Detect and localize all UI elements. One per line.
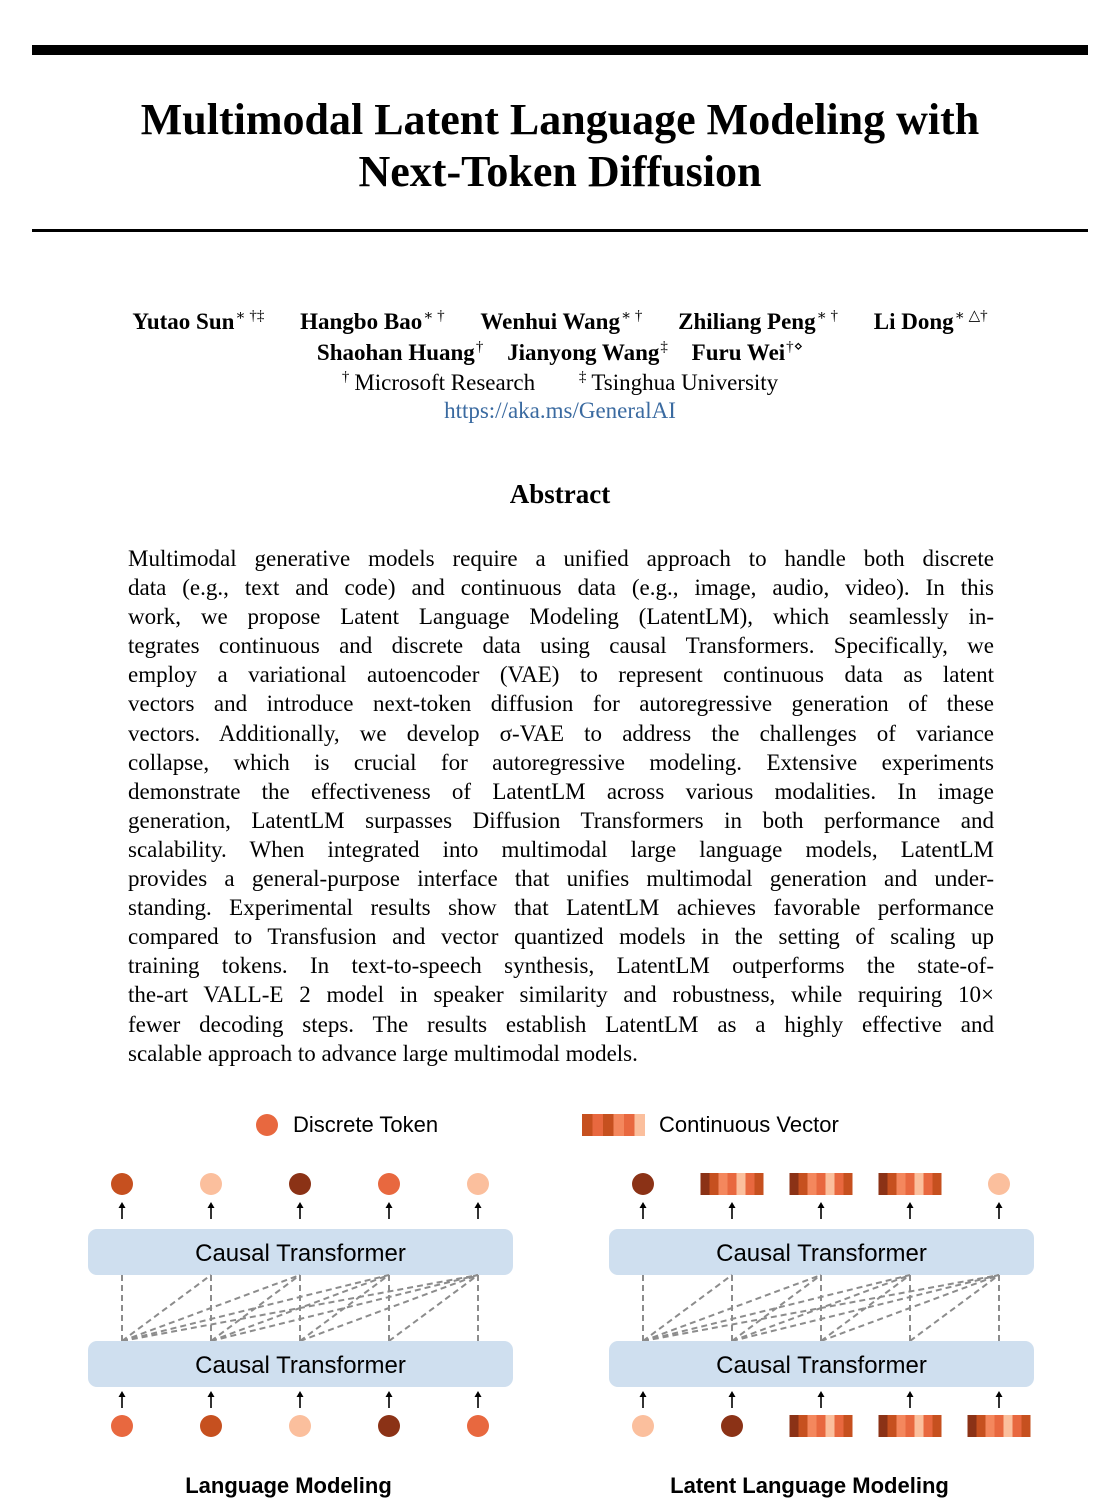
abstract-line: compared to Transfusion and vector quantized models in the setting of scaling up bbox=[128, 924, 994, 950]
author bbox=[507, 337, 668, 368]
author bbox=[874, 306, 988, 337]
causal-attention-line bbox=[122, 1275, 478, 1341]
vector-cell bbox=[968, 1415, 977, 1437]
vector-cell bbox=[826, 1173, 835, 1195]
author-marks: ∗ † bbox=[620, 308, 643, 324]
vector-cell bbox=[728, 1173, 737, 1195]
author bbox=[678, 306, 838, 337]
up-arrow-icon bbox=[475, 1391, 482, 1408]
vector-cell bbox=[1004, 1415, 1013, 1437]
causal-attention-line bbox=[389, 1275, 478, 1341]
vector-cell bbox=[995, 1415, 1004, 1437]
right-output-discrete-token bbox=[988, 1173, 1010, 1195]
vector-cell bbox=[582, 1114, 593, 1136]
causal-attention-line bbox=[910, 1275, 999, 1341]
vector-cell bbox=[906, 1173, 915, 1195]
vector-cell bbox=[799, 1415, 808, 1437]
vector-cell bbox=[746, 1173, 755, 1195]
author-marks: ∗ † bbox=[816, 308, 839, 324]
right-input-discrete-token bbox=[721, 1415, 743, 1437]
up-arrow-icon bbox=[208, 1202, 215, 1219]
abstract-line: employ a variational autoencoder (VAE) to represent continuous data as latent bbox=[128, 662, 994, 688]
vector-cell bbox=[603, 1114, 614, 1136]
right-input-continuous-vector bbox=[968, 1415, 1031, 1437]
abstract-line: training tokens. In text-to-speech synthesis, LatentLM outperforms the state-of- bbox=[128, 953, 994, 979]
up-arrow-icon bbox=[818, 1202, 825, 1219]
up-arrow-icon bbox=[386, 1391, 393, 1408]
up-arrow-icon bbox=[907, 1202, 914, 1219]
vector-cell bbox=[614, 1114, 625, 1136]
author-name: Zhiliang Peng bbox=[678, 309, 816, 334]
abstract-heading: Abstract bbox=[509, 479, 611, 509]
author bbox=[317, 337, 483, 368]
right-output-continuous-vector bbox=[879, 1173, 942, 1195]
vector-cell bbox=[799, 1173, 808, 1195]
abstract-line: standing. Experimental results show that LatentLM achieves favorable performance bbox=[128, 895, 994, 921]
abstract-line: Multimodal generative models require a unified approach to handle both discrete bbox=[128, 546, 994, 571]
legend-continuous-label: Continuous Vector bbox=[659, 1112, 839, 1137]
right-causal-transformer-upper-label: Causal Transformer bbox=[716, 1240, 927, 1267]
up-arrow-icon bbox=[119, 1202, 126, 1219]
author-name: Shaohan Huang bbox=[316, 340, 475, 365]
paper-title bbox=[32, 94, 1088, 198]
abstract-line: data (e.g., text and code) and continuous data (e.g., image, audio, video). In this bbox=[128, 575, 994, 601]
left-input-discrete-token bbox=[111, 1415, 133, 1437]
vector-cell bbox=[737, 1173, 746, 1195]
vector-cell bbox=[986, 1415, 995, 1437]
up-arrow-icon bbox=[818, 1391, 825, 1408]
left-input-discrete-token bbox=[467, 1415, 489, 1437]
up-arrow-icon bbox=[907, 1391, 914, 1408]
causal-attention-line bbox=[211, 1275, 300, 1341]
author-marks: ∗ †‡ bbox=[235, 308, 265, 324]
affiliation-name: Tsinghua University bbox=[591, 370, 779, 395]
affiliation-name: Microsoft Research bbox=[354, 370, 536, 395]
vector-cell bbox=[835, 1415, 844, 1437]
project-link[interactable]: https://aka.ms/GeneralAI bbox=[444, 398, 676, 423]
vector-cell bbox=[924, 1415, 933, 1437]
vector-cell bbox=[817, 1415, 826, 1437]
vector-cell bbox=[790, 1415, 799, 1437]
up-arrow-icon bbox=[297, 1391, 304, 1408]
author bbox=[692, 337, 803, 368]
right-input-discrete-token bbox=[632, 1415, 654, 1437]
right-attention-lines bbox=[643, 1275, 999, 1341]
author-marks: † bbox=[475, 339, 484, 355]
author-name: Jianyong Wang bbox=[507, 340, 660, 365]
author-marks: †⋄ bbox=[786, 339, 804, 355]
left-causal-transformer-lower-label: Causal Transformer bbox=[195, 1352, 406, 1379]
right-output-continuous-vector bbox=[701, 1173, 764, 1195]
abstract-line: the-art VALL-E 2 model in speaker similarity and robustness, while requiring 10× bbox=[128, 982, 994, 1008]
vector-cell bbox=[977, 1415, 986, 1437]
left-input-discrete-token bbox=[289, 1415, 311, 1437]
left-output-discrete-token bbox=[200, 1173, 222, 1195]
right-input-continuous-vector bbox=[879, 1415, 942, 1437]
abstract-line: provides a general-purpose interface that unifies multimodal generation and under- bbox=[128, 866, 994, 892]
vector-cell bbox=[879, 1173, 888, 1195]
author-row-2 bbox=[32, 337, 1088, 368]
up-arrow-icon bbox=[996, 1202, 1003, 1219]
right-output-discrete-token bbox=[632, 1173, 654, 1195]
up-arrow-icon bbox=[119, 1391, 126, 1408]
up-arrow-icon bbox=[640, 1391, 647, 1408]
author bbox=[300, 306, 445, 337]
causal-attention-line bbox=[732, 1275, 821, 1341]
up-arrow-icon bbox=[386, 1202, 393, 1219]
author bbox=[132, 306, 264, 337]
abstract-line: work, we propose Latent Language Modeling (LatentLM), which seamlessly in- bbox=[128, 604, 994, 630]
title-line-1: Multimodal Latent Language Modeling with bbox=[140, 95, 980, 144]
vector-cell bbox=[879, 1415, 888, 1437]
vector-cell bbox=[593, 1114, 604, 1136]
left-input-discrete-token bbox=[378, 1415, 400, 1437]
vector-cell bbox=[817, 1173, 826, 1195]
up-arrow-icon bbox=[729, 1202, 736, 1219]
up-arrow-icon bbox=[729, 1391, 736, 1408]
title-line-2: Next-Token Diffusion bbox=[358, 147, 762, 196]
author-name: Furu Wei bbox=[691, 340, 786, 365]
causal-attention-line bbox=[821, 1275, 910, 1341]
abstract-line: scalability. When integrated into multimodal large language models, LatentLM bbox=[128, 836, 994, 862]
abstract-line: scalable approach to advance large multimodal models. bbox=[128, 1040, 638, 1066]
vector-cell bbox=[844, 1173, 853, 1195]
top-rule bbox=[32, 45, 1088, 55]
author-name: Wenhui Wang bbox=[480, 309, 620, 334]
vector-cell bbox=[808, 1173, 817, 1195]
author-name: Hangbo Bao bbox=[300, 309, 423, 334]
architecture-figure bbox=[0, 1090, 1106, 1508]
vector-cell bbox=[924, 1173, 933, 1195]
up-arrow-icon bbox=[996, 1391, 1003, 1408]
author-name: Li Dong bbox=[873, 309, 954, 334]
causal-attention-line bbox=[643, 1275, 732, 1341]
vector-cell bbox=[701, 1173, 710, 1195]
vector-cell bbox=[1013, 1415, 1022, 1437]
author-marks: ∗ △† bbox=[954, 308, 988, 324]
left-output-discrete-token bbox=[289, 1173, 311, 1195]
affiliation bbox=[579, 369, 778, 397]
vector-cell bbox=[915, 1173, 924, 1195]
vector-cell bbox=[888, 1173, 897, 1195]
left-attention-lines bbox=[122, 1275, 478, 1341]
vector-cell bbox=[835, 1173, 844, 1195]
left-output-discrete-token bbox=[378, 1173, 400, 1195]
left-input-discrete-token bbox=[200, 1415, 222, 1437]
author-row-1 bbox=[32, 306, 1088, 337]
abstract-line: collapse, which is crucial for autoregressive modeling. Extensive experiments bbox=[128, 749, 994, 775]
causal-attention-line bbox=[122, 1275, 211, 1341]
right-caption: Latent Language Modeling bbox=[670, 1473, 949, 1498]
abstract-line: tegrates continuous and discrete data using causal Transformers. Specifically, we bbox=[128, 633, 994, 659]
vector-cell bbox=[719, 1173, 728, 1195]
legend-discrete-swatch bbox=[256, 1114, 278, 1136]
vector-cell bbox=[710, 1173, 719, 1195]
vector-cell bbox=[826, 1415, 835, 1437]
affiliation-mark: ‡ bbox=[578, 369, 587, 385]
abstract-line: fewer decoding steps. The results establish LatentLM as a highly effective and bbox=[128, 1011, 994, 1037]
author-marks: ∗ † bbox=[423, 308, 445, 324]
vector-cell bbox=[755, 1173, 764, 1195]
vector-cell bbox=[915, 1415, 924, 1437]
causal-attention-line bbox=[122, 1275, 300, 1341]
vector-cell bbox=[897, 1415, 906, 1437]
abstract-line: vectors. Additionally, we develop σ-VAE to address the challenges of variance bbox=[128, 720, 994, 746]
left-causal-transformer-upper-label: Causal Transformer bbox=[195, 1240, 406, 1267]
up-arrow-icon bbox=[640, 1202, 647, 1219]
vector-cell bbox=[933, 1173, 942, 1195]
affiliation bbox=[342, 369, 535, 397]
vector-cell bbox=[906, 1415, 915, 1437]
vector-cell bbox=[897, 1173, 906, 1195]
abstract-body bbox=[128, 544, 994, 1068]
left-output-discrete-token bbox=[111, 1173, 133, 1195]
causal-attention-line bbox=[643, 1275, 999, 1341]
abstract-line: vectors and introduce next-token diffusion for autoregressive generation of these bbox=[128, 691, 994, 717]
affiliation-mark: † bbox=[341, 369, 350, 385]
vector-cell bbox=[808, 1415, 817, 1437]
author-name: Yutao Sun bbox=[132, 309, 235, 334]
right-causal-transformer-lower-label: Causal Transformer bbox=[716, 1352, 927, 1379]
up-arrow-icon bbox=[475, 1202, 482, 1219]
left-output-discrete-token bbox=[467, 1173, 489, 1195]
vector-cell bbox=[635, 1114, 646, 1136]
left-caption: Language Modeling bbox=[185, 1473, 392, 1498]
up-arrow-icon bbox=[208, 1391, 215, 1408]
vector-cell bbox=[888, 1415, 897, 1437]
vector-cell bbox=[1022, 1415, 1031, 1437]
causal-attention-line bbox=[643, 1275, 821, 1341]
vector-cell bbox=[790, 1173, 799, 1195]
legend-discrete-label: Discrete Token bbox=[293, 1112, 439, 1137]
title-bottom-rule bbox=[32, 229, 1088, 232]
causal-attention-line bbox=[300, 1275, 389, 1341]
up-arrow-icon bbox=[297, 1202, 304, 1219]
abstract-line: demonstrate the effectiveness of LatentLM across various modalities. In image bbox=[128, 778, 994, 804]
vector-cell bbox=[624, 1114, 635, 1136]
author bbox=[480, 306, 642, 337]
abstract-line: generation, LatentLM surpasses Diffusion Transformers in both performance and bbox=[128, 807, 994, 833]
vector-cell bbox=[844, 1415, 853, 1437]
vector-cell bbox=[933, 1415, 942, 1437]
right-output-continuous-vector bbox=[790, 1173, 853, 1195]
causal-attention-line bbox=[821, 1275, 999, 1341]
affiliations bbox=[32, 369, 1088, 397]
causal-attention-line bbox=[300, 1275, 478, 1341]
legend-continuous-swatch bbox=[582, 1114, 645, 1136]
right-input-continuous-vector bbox=[790, 1415, 853, 1437]
author-list bbox=[32, 306, 1088, 368]
author-marks: ‡ bbox=[660, 339, 668, 355]
